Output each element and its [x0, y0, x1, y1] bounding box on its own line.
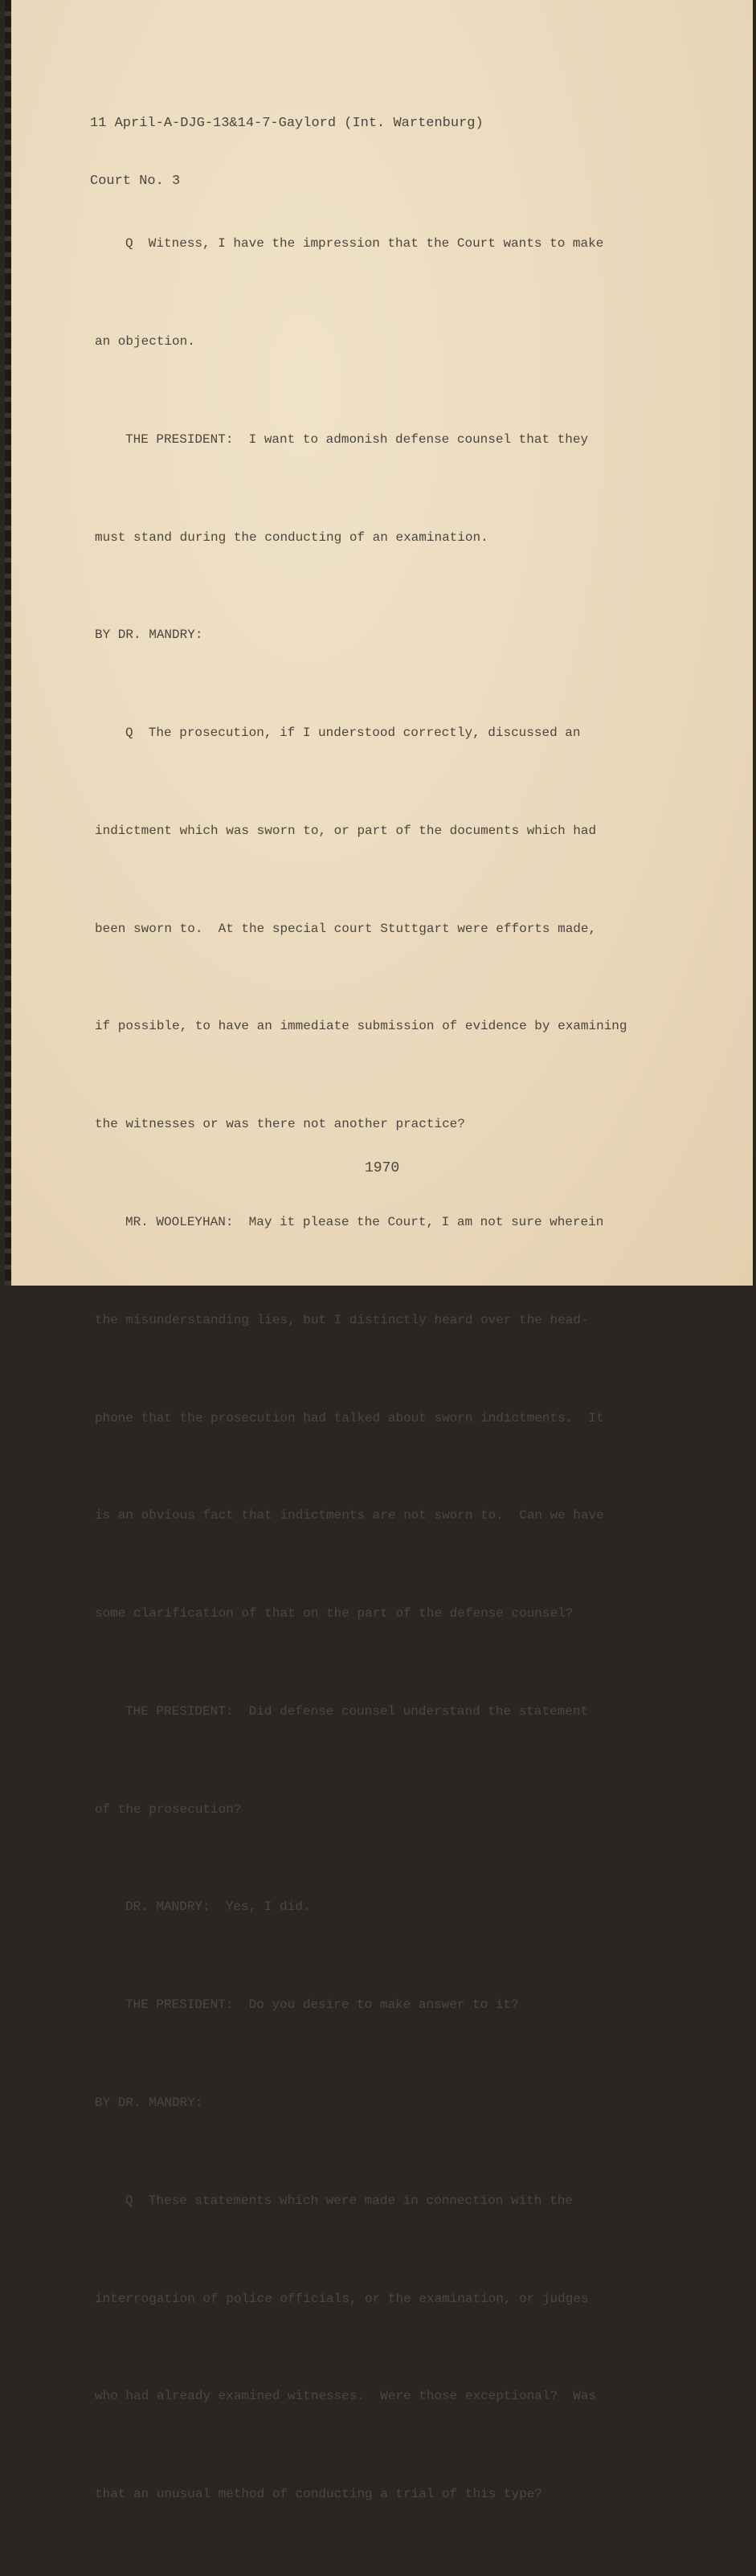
transcript-line: THE PRESIDENT: Did defense counsel understand the statement: [125, 1703, 589, 1719]
transcript-line: phone that the prosecution had talked about sworn indictments. It: [95, 1410, 604, 1425]
transcript-line: Q The prosecution, if I understood correctly, discussed an: [125, 726, 581, 741]
page-number: 1970: [365, 1160, 400, 1176]
transcript-line: Q These statements which were made in connection with the: [125, 2193, 573, 2208]
document-page: [5, 0, 753, 2502]
transcript-line: indictment which was sworn to, or part of the documents which had: [95, 823, 597, 838]
transcript-line: who had already examined witnesses. Were those exceptional? Was: [95, 2389, 597, 2404]
transcript-line: MR. WOOLEYHAN: May it please the Court, I am not sure wherein: [125, 1215, 604, 1229]
speaker-heading: BY DR. MANDRY:: [95, 628, 203, 643]
transcript-line: if possible, to have an immediate submission of evidence by examining: [95, 1019, 627, 1034]
transcript-line: interrogation of police officials, or the examination, or judges: [95, 2291, 589, 2306]
header-court-line: Court No. 3: [90, 174, 181, 189]
transcript-line: is an obvious fact that indictments are not sworn to. Can we have: [95, 1508, 604, 1523]
transcript-line: of the prosecution?: [95, 1801, 242, 1817]
transcript-line: Q Witness, I have the impression that the Court wants to make: [125, 236, 604, 251]
transcript-line: been sworn to. At the special court Stuttgart were efforts made,: [95, 921, 597, 936]
transcript-line: THE PRESIDENT: I want to admonish defense counsel that they: [125, 431, 589, 447]
speaker-heading: BY DR. MANDRY:: [95, 2096, 203, 2111]
transcript-line: THE PRESIDENT: Do you desire to make answer to it?: [125, 1997, 519, 2013]
binding-edge: [5, 0, 11, 1286]
transcript-line: must stand during the conducting of an examination.: [95, 530, 488, 545]
header-reference-line: 11 April-A-DJG-13&14-7-Gaylord (Int. Wartenburg): [90, 116, 484, 131]
transcript-line: that an unusual method of conducting a trial of this type?: [95, 2487, 542, 2502]
transcript-line: the misunderstanding lies, but I distinctly heard over the head-: [95, 1312, 589, 1327]
transcript-line: the witnesses or was there not another practice?: [95, 1117, 465, 1132]
transcript-body: [95, 162, 673, 2576]
transcript-line: some clarification of that on the part of the defense counsel?: [95, 1606, 574, 1621]
transcript-line: an objection.: [95, 333, 195, 349]
transcript-line: DR. MANDRY: Yes, I did.: [125, 1899, 311, 1915]
